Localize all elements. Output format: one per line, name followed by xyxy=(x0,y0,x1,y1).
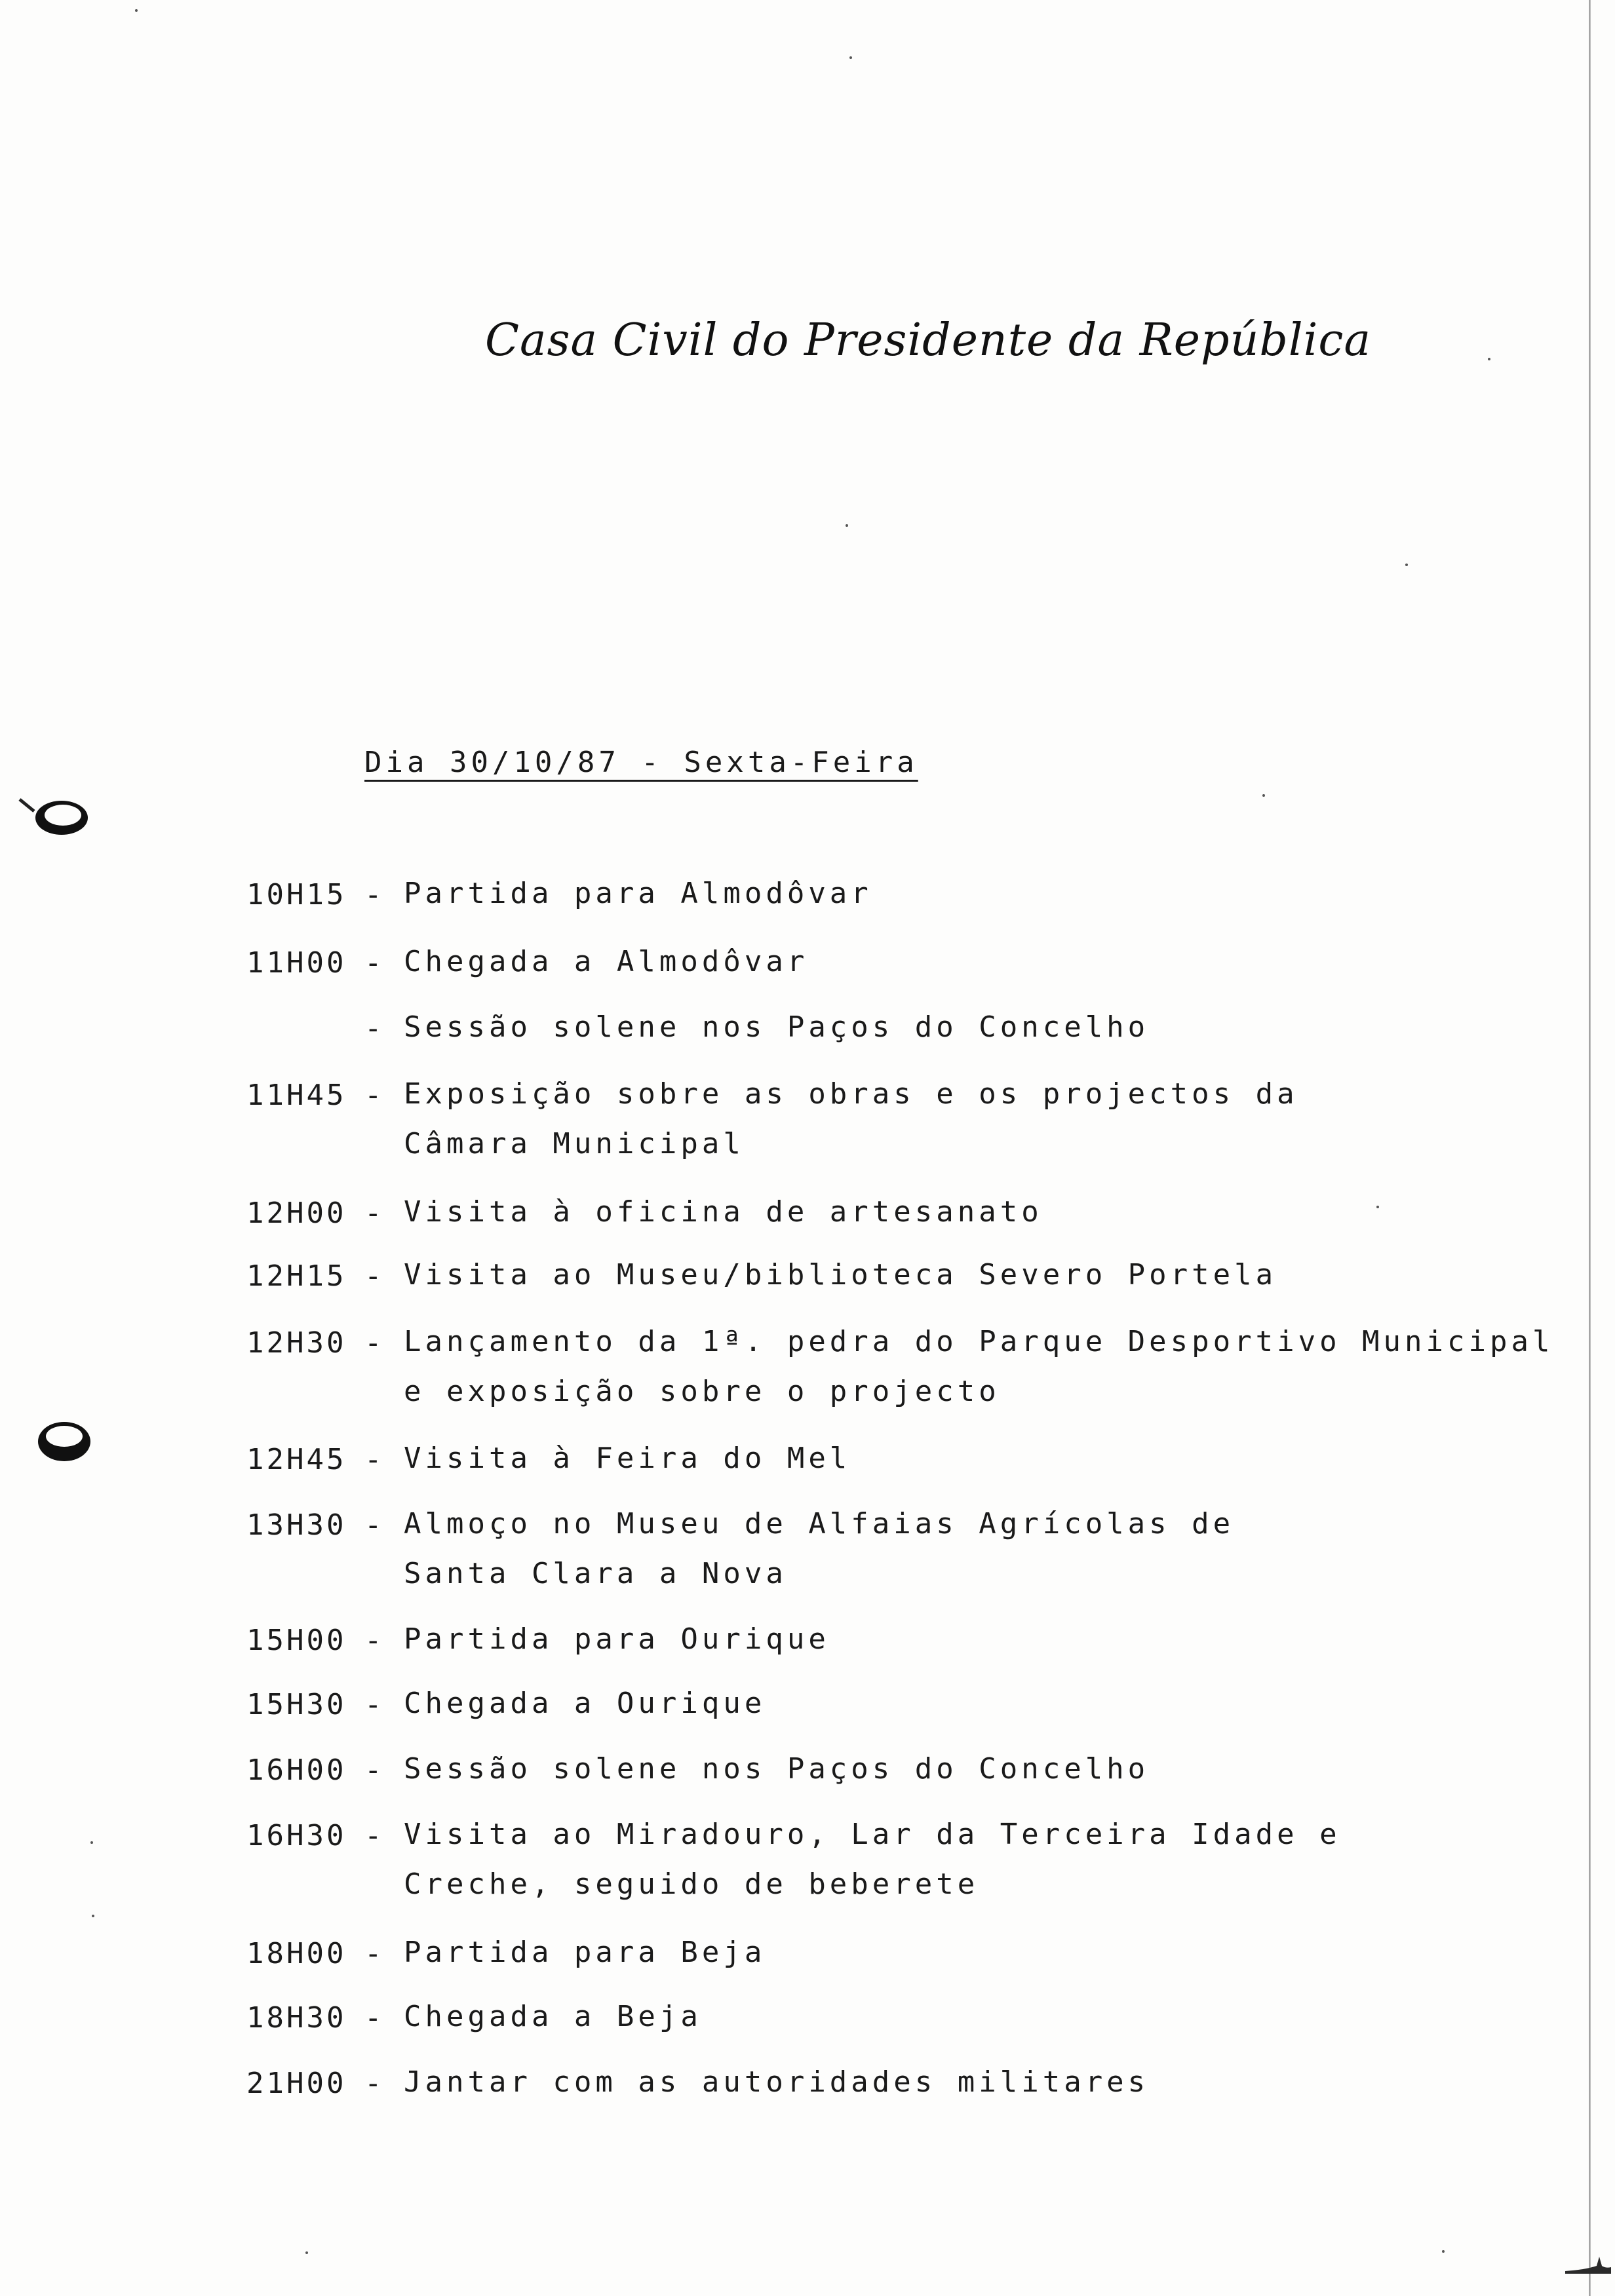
letterhead: Casa Civil do Presidente da República xyxy=(485,315,1372,366)
schedule-time: 12H00 xyxy=(246,1196,347,1230)
schedule-activity: Partida para Ourique xyxy=(404,1622,830,1656)
schedule-activity: Exposição sobre as obras e os projectos da xyxy=(404,1077,1298,1111)
scan-speck xyxy=(135,9,138,12)
schedule-dash: - xyxy=(364,946,382,980)
schedule-dash: - xyxy=(364,1443,382,1476)
schedule-activity: Sessão solene nos Paços do Concelho xyxy=(404,1010,1150,1044)
schedule-time: 12H45 xyxy=(246,1443,347,1476)
schedule-activity: Santa Clara a Nova xyxy=(404,1557,787,1590)
schedule-time: 21H00 xyxy=(246,2067,347,2100)
scan-speck xyxy=(1376,1206,1379,1208)
schedule-dash: - xyxy=(364,1012,382,1045)
schedule-dash: - xyxy=(364,1937,382,1970)
schedule-time: 15H00 xyxy=(246,1624,347,1657)
schedule-time: 13H30 xyxy=(246,1508,347,1542)
schedule-dash: - xyxy=(364,1079,382,1112)
schedule-time: 12H15 xyxy=(246,1259,347,1293)
page-edge-shadow xyxy=(1589,0,1591,2296)
scan-speck xyxy=(1488,358,1490,360)
scan-speck xyxy=(90,1841,93,1844)
schedule-activity: Visita à oficina de artesanato xyxy=(404,1195,1043,1229)
schedule-dash: - xyxy=(364,1624,382,1657)
schedule-dash: - xyxy=(364,2067,382,2100)
schedule-activity: Sessão solene nos Paços do Concelho xyxy=(404,1752,1150,1786)
schedule-dash: - xyxy=(364,1819,382,1852)
schedule-time: 18H00 xyxy=(246,1937,347,1970)
schedule-activity: Chegada a Ourique xyxy=(404,1687,766,1720)
scan-speck xyxy=(1405,564,1408,566)
schedule-activity: Visita ao Museu/biblioteca Severo Portela xyxy=(404,1258,1277,1292)
schedule-activity: Chegada a Beja xyxy=(404,2000,702,2033)
schedule-dash: - xyxy=(364,1326,382,1360)
schedule-activity: Lançamento da 1ª. pedra do Parque Desportivo Municipal xyxy=(404,1325,1554,1358)
punch-hole-bottom xyxy=(30,1415,96,1468)
schedule-activity: Jantar com as autoridades militares xyxy=(404,2065,1150,2099)
schedule-time: 11H45 xyxy=(246,1079,347,1112)
schedule-activity: Visita à Feira do Mel xyxy=(404,1442,851,1475)
schedule-dash: - xyxy=(364,1753,382,1787)
schedule-time: 12H30 xyxy=(246,1326,347,1360)
scan-speck xyxy=(1262,794,1265,797)
schedule-activity: e exposição sobre o projecto xyxy=(404,1375,1000,1408)
schedule-dash: - xyxy=(364,1688,382,1721)
schedule-dash: - xyxy=(364,2001,382,2035)
page-corner-curl xyxy=(1565,2254,1611,2274)
schedule-time: 15H30 xyxy=(246,1688,347,1721)
scan-speck xyxy=(846,524,848,527)
schedule-activity: Creche, seguido de beberete xyxy=(404,1867,979,1901)
schedule-activity: Partida para Beja xyxy=(404,1936,766,1969)
schedule-time: 18H30 xyxy=(246,2001,347,2035)
schedule-time: 16H30 xyxy=(246,1819,347,1852)
scan-speck xyxy=(305,2251,308,2254)
schedule-dash: - xyxy=(364,1259,382,1293)
schedule-dash: - xyxy=(364,1508,382,1542)
schedule-activity: Almoço no Museu de Alfaias Agrícolas de xyxy=(404,1507,1235,1540)
schedule-activity: Partida para Almodôvar xyxy=(404,877,872,910)
page-title: Dia 30/10/87 - Sexta-Feira xyxy=(364,746,918,779)
schedule-activity: Visita ao Miradouro, Lar da Terceira Idade e xyxy=(404,1818,1341,1851)
schedule-time: 16H00 xyxy=(246,1753,347,1787)
scan-speck xyxy=(92,1915,94,1917)
schedule-dash: - xyxy=(364,878,382,911)
schedule-time: 10H15 xyxy=(246,878,347,911)
schedule-time: 11H00 xyxy=(246,946,347,980)
schedule-activity: Câmara Municipal xyxy=(404,1127,745,1160)
schedule-activity: Chegada a Almodôvar xyxy=(404,945,809,978)
scan-speck xyxy=(849,56,852,59)
scan-speck xyxy=(1442,2250,1445,2253)
punch-hole-top xyxy=(14,786,93,845)
schedule-dash: - xyxy=(364,1196,382,1230)
